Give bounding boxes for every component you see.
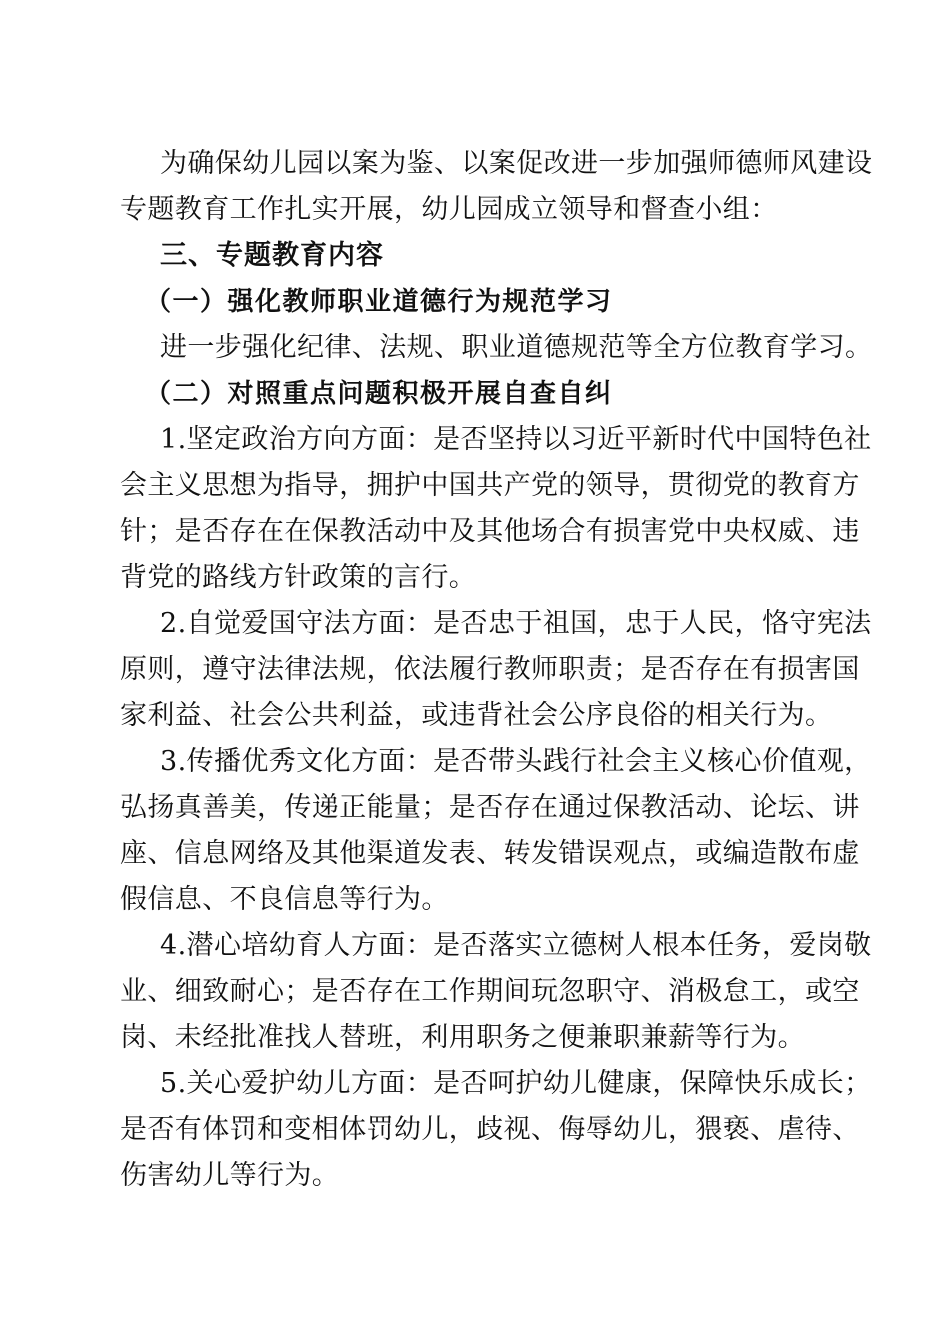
subsection-2-heading: （二）对照重点问题积极开展自查自纠 bbox=[145, 379, 613, 409]
item-3-line-4: 假信息、不良信息等行为。 bbox=[120, 884, 449, 915]
item-5-line-3: 伤害幼儿等行为。 bbox=[120, 1160, 340, 1191]
item-3-line-1: 3.传播优秀文化方面：是否带头践行社会主义核心价值观， bbox=[160, 746, 872, 777]
item-2-line-3: 家利益、社会公共利益，或违背社会公序良俗的相关行为。 bbox=[120, 700, 833, 731]
intro-line-2: 专题教育工作扎实开展，幼儿园成立领导和督查小组： bbox=[120, 194, 778, 225]
item-1-line-3: 针；是否存在在保教活动中及其他场合有损害党中央权威、违 bbox=[120, 516, 860, 547]
item-1-line-1: 1.坚定政治方向方面：是否坚持以习近平新时代中国特色社 bbox=[160, 424, 872, 455]
item-2-line-2: 原则，遵守法律法规，依法履行教师职责；是否存在有损害国 bbox=[120, 654, 860, 685]
item-1-line-4: 背党的路线方针政策的言行。 bbox=[120, 562, 477, 593]
item-3-line-3: 座、信息网络及其他渠道发表、转发错误观点，或编造散布虚 bbox=[120, 838, 860, 869]
item-2-line-1: 2.自觉爱国守法方面：是否忠于祖国，忠于人民，恪守宪法 bbox=[160, 608, 872, 639]
item-3-line-2: 弘扬真善美，传递正能量；是否存在通过保教活动、论坛、讲 bbox=[120, 792, 860, 823]
subsection-1-heading: （一）强化教师职业道德行为规范学习 bbox=[145, 287, 613, 317]
item-4-line-3: 岗、未经批准找人替班，利用职务之便兼职兼薪等行为。 bbox=[120, 1022, 805, 1053]
item-5-line-2: 是否有体罚和变相体罚幼儿，歧视、侮辱幼儿，猥亵、虐待、 bbox=[120, 1114, 860, 1145]
item-4-line-2: 业、细致耐心；是否存在工作期间玩忽职守、消极怠工，或空 bbox=[120, 976, 860, 1007]
subsection-1-body: 进一步强化纪律、法规、职业道德规范等全方位教育学习。 bbox=[160, 332, 873, 363]
item-1-line-2: 会主义思想为指导，拥护中国共产党的领导，贯彻党的教育方 bbox=[120, 470, 860, 501]
section-3-heading: 三、专题教育内容 bbox=[160, 240, 384, 271]
intro-line-1: 为确保幼儿园以案为鉴、以案促改进一步加强师德师风建设 bbox=[160, 148, 873, 179]
item-5-line-1: 5.关心爱护幼儿方面：是否呵护幼儿健康，保障快乐成长； bbox=[160, 1068, 872, 1099]
item-4-line-1: 4.潜心培幼育人方面：是否落实立德树人根本任务，爱岗敬 bbox=[160, 930, 872, 961]
